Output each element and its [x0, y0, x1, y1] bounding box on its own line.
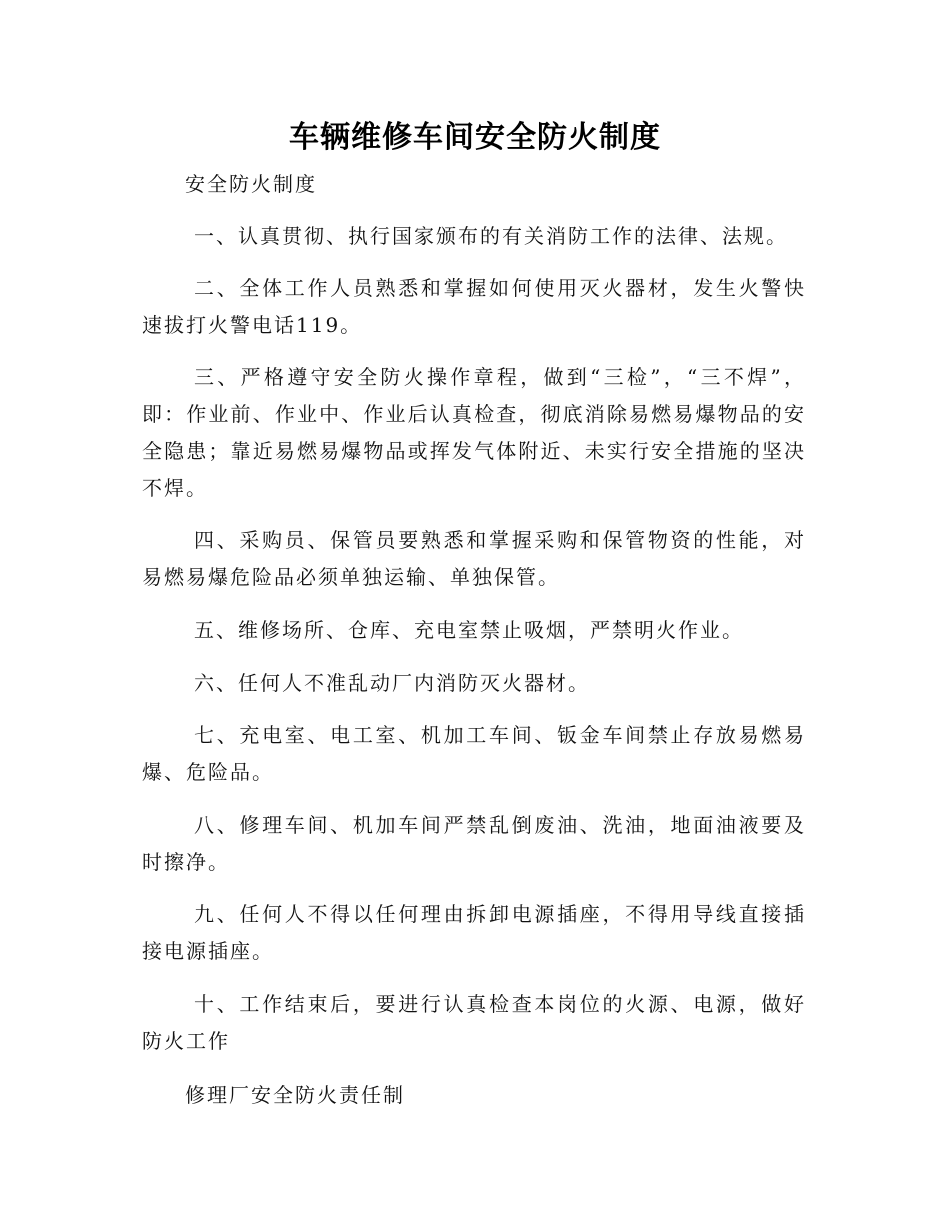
rule-item-3: 三、严格遵守安全防火操作章程，做到“三检”，“三不焊”，即：作业前、作业中、作业后认真检查，彻底消除易燃易爆物品的安全隐患；靠近易燃易爆物品或挥发气体附近、未实行安全措施的坚决不焊。 [142, 365, 806, 500]
section-heading: 修理厂安全防火责任制 [185, 1083, 405, 1107]
rule-item-7: 七、充电室、电工室、机加工车间、钣金车间禁止存放易燃易爆、危险品。 [142, 723, 806, 784]
rule-item-2: 二、全体工作人员熟悉和掌握如何使用灭火器材，发生火警快速拔打火警电话119。 [142, 276, 806, 337]
rule-item-5: 五、维修场所、仓库、充电室禁止吸烟，严禁明火作业。 [194, 618, 744, 642]
rule-item-1: 一、认真贯彻、执行国家颁布的有关消防工作的法律、法规。 [194, 224, 788, 248]
rule-item-6: 六、任何人不准乱动厂内消防灭火器材。 [194, 671, 590, 695]
rule-item-4: 四、采购员、保管员要熟悉和掌握采购和保管物资的性能，对易燃易爆危险品必须单独运输、单独保管。 [142, 528, 806, 589]
section-subtitle: 安全防火制度 [185, 172, 317, 196]
rule-item-9: 九、任何人不得以任何理由拆卸电源插座，不得用导线直接插接电源插座。 [142, 902, 806, 963]
document-title: 车辆维修车间安全防火制度 [289, 120, 661, 155]
rule-item-8: 八、修理车间、机加车间严禁乱倒废油、洗油，地面油液要及时擦净。 [142, 813, 806, 874]
rule-item-10: 十、工作结束后，要进行认真检查本岗位的火源、电源，做好防火工作 [142, 992, 806, 1053]
